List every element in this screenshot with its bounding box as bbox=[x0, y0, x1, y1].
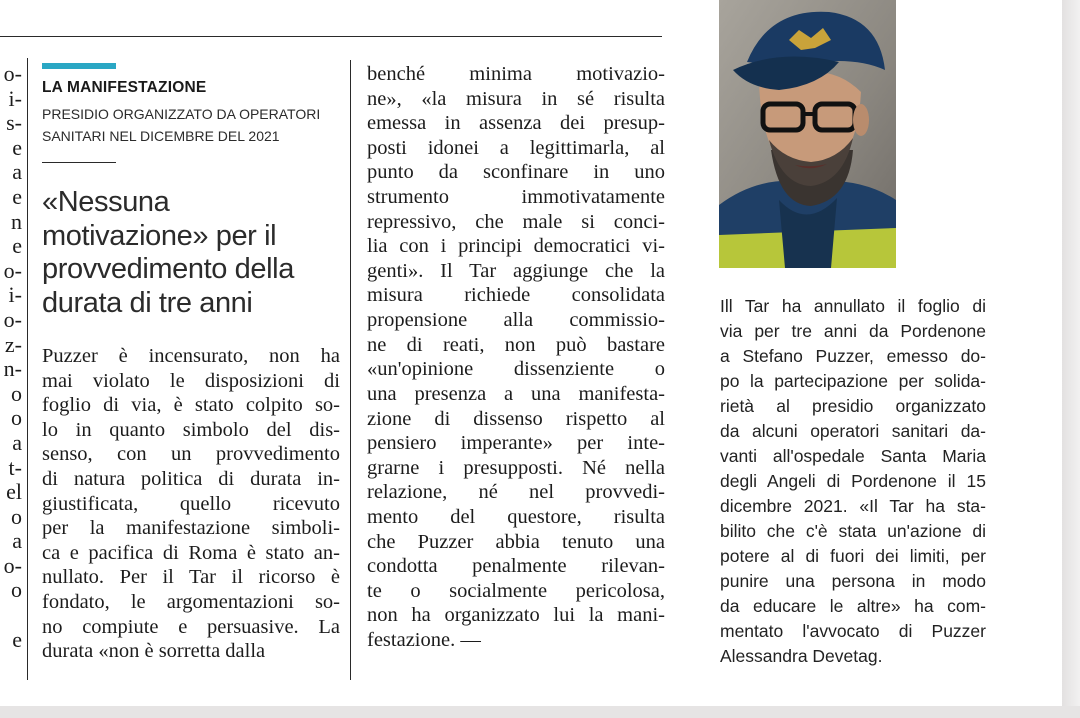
article-line: mai violato le disposizioni di bbox=[42, 369, 340, 392]
article-line: «un'opinione dissenziente o bbox=[367, 358, 665, 381]
cut-text-fragment: a bbox=[12, 160, 22, 185]
caption-line: Alessandra Devetag. bbox=[720, 646, 883, 666]
cut-text-fragment: a bbox=[12, 529, 22, 554]
photo-caption bbox=[720, 294, 986, 669]
section-kicker: LA MANIFESTAZIONE bbox=[42, 79, 207, 96]
article-column-b bbox=[367, 62, 665, 653]
kicker-accent-bar bbox=[42, 63, 116, 69]
article-line: di natura politica di durata in- bbox=[42, 468, 340, 491]
cut-text-fragment bbox=[0, 603, 22, 628]
article-line: grarne i presupposti. Né nella bbox=[367, 456, 665, 479]
article-column-a bbox=[42, 344, 340, 664]
article-line: per la manifestazione simboli- bbox=[42, 517, 340, 540]
article-line: ca e pacifica di Roma è stato an- bbox=[42, 541, 340, 564]
caption-line: po la partecipazione per solida- bbox=[720, 371, 986, 391]
cut-text-fragment: o bbox=[11, 381, 22, 406]
cut-text-fragment: o bbox=[11, 406, 22, 431]
cut-text-fragment: o- bbox=[3, 307, 22, 332]
caption-line: degli Angeli di Pordenone il 15 bbox=[720, 471, 986, 491]
short-rule bbox=[42, 162, 116, 163]
cut-text-fragment: e bbox=[12, 184, 22, 209]
article-line: lia con i principi democratici vi- bbox=[367, 235, 665, 258]
article-line: te o socialmente pericolosa, bbox=[367, 579, 665, 602]
page-edge bbox=[1062, 0, 1080, 718]
article-line: ne», «la misura in sé risulta bbox=[367, 87, 665, 110]
cut-text-fragment: e bbox=[12, 135, 22, 160]
subkicker-line: SANITARI NEL DICEMBRE DEL 2021 bbox=[42, 128, 280, 144]
cut-text-fragment: o bbox=[11, 578, 22, 603]
article-line: punto da sconfinare in uno bbox=[367, 161, 665, 184]
article-line: zione di dissenso rispetto al bbox=[367, 407, 665, 430]
headline-line: «Nessuna bbox=[42, 186, 170, 218]
caption-line: mentato l'avvocato di Puzzer bbox=[720, 621, 986, 641]
cut-column-fragments bbox=[0, 62, 22, 652]
top-rule bbox=[0, 36, 662, 37]
caption-line: via per tre anni da Pordenone bbox=[720, 321, 986, 341]
cut-text-fragment: e bbox=[12, 234, 22, 259]
cut-text-fragment: n bbox=[11, 209, 22, 234]
article-line: no compiute e persuasive. La bbox=[42, 615, 340, 638]
article-line: lo in quanto simbolo del dis- bbox=[42, 418, 340, 441]
article-line: repressivo, che male si conci- bbox=[367, 210, 665, 233]
article-line: senso, con un provvedimento bbox=[42, 443, 340, 466]
headline bbox=[42, 186, 342, 320]
caption-line: bilito che c'è stata un'azione di bbox=[720, 521, 986, 541]
caption-line: a Stefano Puzzer, emesso do- bbox=[720, 346, 986, 366]
article-line: nullato. Per il Tar il ricorso è bbox=[42, 566, 340, 589]
cut-text-fragment: o- bbox=[3, 553, 22, 578]
article-line: una presenza a una manifesta- bbox=[367, 382, 665, 405]
article-line: fondato, le argomentazioni so- bbox=[42, 591, 340, 614]
cut-text-fragment: el bbox=[6, 480, 22, 505]
article-line: pensiero imperante» per inte- bbox=[367, 432, 665, 455]
column-divider bbox=[350, 60, 351, 680]
article-line: foglio di via, è stato colpito so- bbox=[42, 394, 340, 417]
cut-text-fragment: i- bbox=[8, 283, 22, 308]
caption-line: da educare le altre» ha com- bbox=[720, 596, 986, 616]
article-line: che Puzzer abbia tenuto una bbox=[367, 530, 665, 553]
section-subkicker bbox=[42, 103, 342, 147]
headline-line: durata di tre anni bbox=[42, 286, 253, 319]
caption-line: da alcuni operatori sanitari da- bbox=[720, 421, 986, 441]
article-line: mento del questore, risulta bbox=[367, 505, 665, 528]
article-line: durata «non è sorretta dalla bbox=[42, 640, 266, 663]
article-line: relazione, né nel provvedi- bbox=[367, 481, 665, 504]
article-line: Puzzer è incensurato, non ha bbox=[42, 345, 340, 367]
portrait-photo bbox=[719, 0, 896, 268]
article-line: festazione. — bbox=[367, 629, 481, 652]
caption-line: vanti all'ospedale Santa Maria bbox=[720, 446, 986, 466]
caption-line: rietà al presidio organizzato bbox=[720, 396, 986, 416]
article-line: genti». Il Tar aggiunge che la bbox=[367, 259, 665, 282]
caption-line: Ill Tar ha annullato il foglio di bbox=[720, 296, 986, 316]
cut-text-fragment: e bbox=[12, 627, 22, 652]
page-bottom-edge bbox=[0, 706, 1080, 718]
caption-line: punire una persona in modo bbox=[720, 571, 986, 591]
cut-text-fragment: o- bbox=[3, 62, 22, 86]
subkicker-line: PRESIDIO ORGANIZZATO DA OPERATORI bbox=[42, 106, 321, 122]
cut-text-fragment: z- bbox=[4, 332, 22, 357]
headline-line: motivazione» per il bbox=[42, 219, 277, 252]
cut-text-fragment: o bbox=[11, 504, 22, 529]
article-line: giustificata, quello ricevuto bbox=[42, 492, 340, 515]
article-line: non ha organizzato lui la mani- bbox=[367, 604, 665, 627]
article-line: condotta penalmente rilevan- bbox=[367, 555, 665, 578]
portrait-illustration bbox=[719, 0, 896, 268]
cut-text-fragment: n- bbox=[3, 357, 22, 382]
cut-text-fragment: a bbox=[12, 430, 22, 455]
cut-text-fragment: t- bbox=[8, 455, 22, 480]
article-line: misura richiede consolidata bbox=[367, 284, 665, 307]
headline-line: provvedimento della bbox=[42, 253, 294, 285]
article-line: ne di reati, non può bastare bbox=[367, 333, 665, 356]
caption-line: dicembre 2021. «Il Tar ha sta- bbox=[720, 496, 986, 516]
article-line: emessa in assenza dei presup- bbox=[367, 112, 665, 135]
cut-text-fragment: o- bbox=[3, 258, 22, 283]
cut-text-fragment: i- bbox=[8, 86, 22, 111]
column-divider bbox=[27, 58, 28, 680]
caption-line: potere al di fuori dei limiti, per bbox=[720, 546, 986, 566]
article-line: posti idonei a legittimarla, al bbox=[367, 136, 665, 159]
article-line: propensione alla commissio- bbox=[367, 309, 665, 332]
article-line: benché minima motivazio- bbox=[367, 63, 665, 85]
article-line: strumento immotivatamente bbox=[367, 186, 665, 209]
cut-text-fragment: s- bbox=[6, 111, 22, 136]
